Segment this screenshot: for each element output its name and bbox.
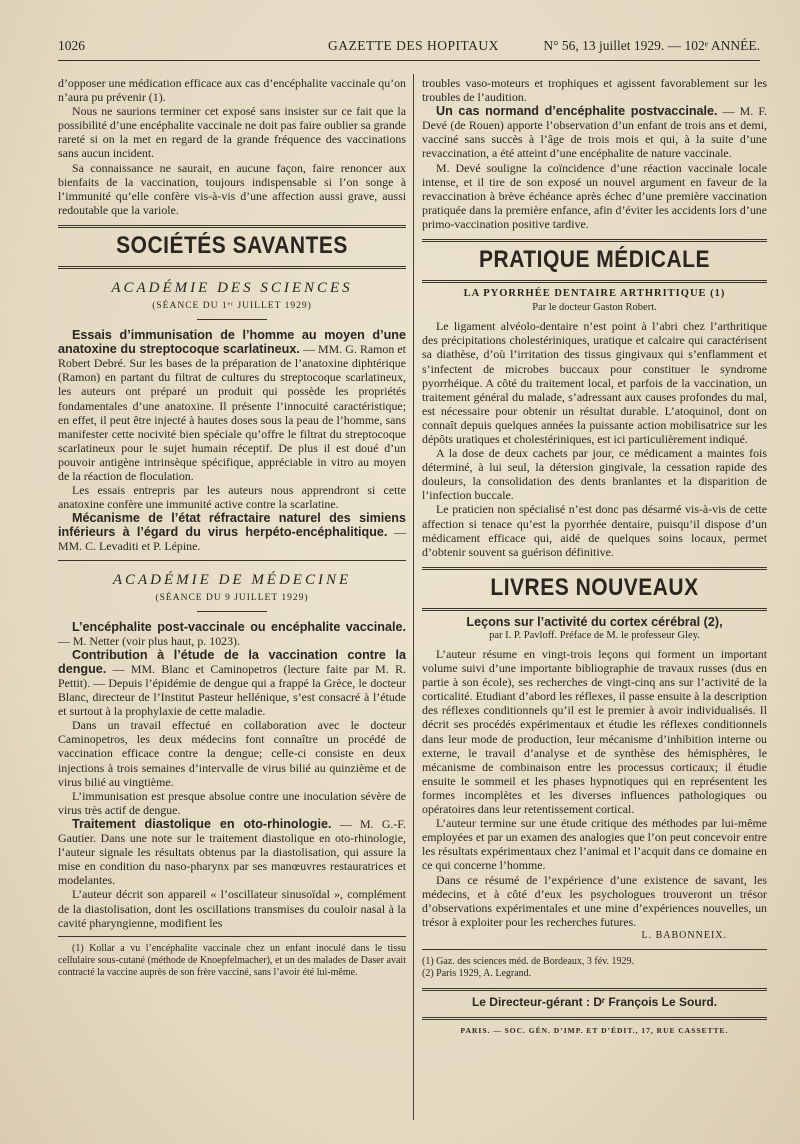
paragraph: L’auteur termine sur une étude critique des méthodes par lui-même employées et par un examen des analogies que l’on peut concevoir entre les résultats expérimentaux chez l’animal et l’acquit dans ce domaine en ce qui concerne l’homme. (422, 816, 767, 873)
academy-heading: ACADÉMIE DE MÉDECINE (112, 571, 352, 588)
divider (197, 319, 267, 320)
section-rule (422, 608, 767, 611)
left-column (58, 76, 406, 979)
issue-info: N° 56, 13 juillet 1929. — 102ᵉ ANNÉE. (543, 38, 760, 53)
article-text: — MM. Blanc et Caminopetros (lecture faite par M. R. Pettit). — Depuis l’épidémie de dengue qui a frappé la Grèce, le docteur Blanc, directeur de l’Institut Pasteur hellénique, s’est consacré à l’étude et surtout à la prophylaxie de cette maladie. (58, 661, 406, 719)
article-authors: — MM. C. Levaditi et P. Lépine. (58, 525, 406, 554)
article-title: Contribution à l’étude de la vaccination contre la dengue. (58, 647, 406, 676)
paragraph: Dans un travail effectué en collaboration avec le docteur Caminopetros, les deux médecins font connaître un procédé de vaccination efficace contre la dengue; celle-ci consiste en deux injections à trois semaines d’intervalle de virus bilié au quinzième et de virus bilié au vingtième. (58, 718, 406, 789)
paragraph: L’auteur résume en vingt-trois leçons qui forment un important volume suivi d’une importante bibliographie de travaux russes (dus en partie à son école), ses recherches de vingt-cinq ans sur l’activité de la corticalité. Etudiant d’abord les réflexes, il passe ensuite à la description des réflexes conditionnels qu’il est le premier à avoir individualisés. Il décrit ses procédés expérimentaux et étudie les réflexes conditionnels dans leur mode de production, leur mécanisme d’inhibition interne ou externe, le travail d’analyse et de synthèse des hémisphères, le mécanisme de combinaison entre les processus corticaux; il étudie ensuite le sommeil et les phases hypnotiques qui en représentent les formes incomplètes et les diverses influences pathologiques ou opératoires dans leur retentissement cortical. (422, 647, 767, 817)
footer-rule (422, 1017, 767, 1020)
section-rule (58, 225, 406, 228)
footer-rule (422, 988, 767, 991)
paragraph: Les essais entrepris par les auteurs nous apprendront si cette anatoxine confère une immunité active contre la scarlatine. (58, 483, 406, 512)
paragraph: M. Devé souligne la coïncidence d’une réaction vaccinale locale intense, et il tire de son exposé un nouvel argument en faveur de la revaccination à brève échéance après échec d’une première vaccination pratiquée dans la première enfance, afin d’éviter les accidents lors d’une primo-vaccination positive tardive. (422, 160, 767, 231)
article-authors: — M. Netter (voir plus haut, p. 1023). (58, 633, 240, 648)
printer-line: PARIS. — SOC. GÉN. D’IMP. ET D’ÉDIT., 17, RUE CASSETTE. (460, 1026, 729, 1036)
section-rule (422, 239, 767, 242)
section-rule (422, 567, 767, 570)
paragraph: troubles vaso-moteurs et trophiques et agissent favorablement sur les troubles de l’audition. (422, 76, 767, 105)
divider (197, 611, 267, 612)
article-heading: LA PYORRHÉE DENTAIRE ARTHRITIQUE (1) (463, 288, 726, 300)
session-date: (SÉANCE DU 9 JUILLET 1929) (155, 592, 309, 603)
footnote-rule (58, 936, 406, 937)
footnote-rule (422, 949, 767, 950)
header-rule (58, 60, 760, 61)
paragraph: Sa connaissance ne saurait, en aucune façon, faire renoncer aux bienfaits de la vaccination, toujours indispensable si l’on songe à l’immunité qu’elle confère vis-à-vis d’une affection aussi grave, aussi redoutable que la variole. (58, 160, 406, 217)
column-divider (413, 74, 414, 1120)
book-title: Leçons sur l’activité du cortex cérébral (2), (466, 614, 723, 629)
divider (58, 560, 406, 561)
session-date: (SÉANCE DU 1ᵉʳ JUILLET 1929) (152, 300, 312, 311)
paragraph: Nous ne saurions terminer cet exposé sans insister sur ce fait que la possibilité d’une encéphalite vaccinale ne doit pas faire oublier sa grande rareté si on la met en regard de la grande fréquence des vaccinations sans aucun incident. (58, 104, 406, 161)
article-title: Mécanisme de l’état réfractaire naturel des simiens inférieurs à l’égard du virus herpéto-encéphalitique. (58, 511, 406, 540)
paragraph: L’immunisation est presque absolue contre une inoculation sévère de virus très actif de dengue. (58, 788, 406, 817)
section-rule (422, 280, 767, 283)
footnote: (2) Paris 1929, A. Legrand. (422, 967, 532, 979)
right-column (422, 76, 767, 1038)
footnote: (1) Kollar a vu l’encéphalite vaccinale chez un enfant inoculé dans le tissu cellulaire sous-cutané (méthode de Knoepfelmacher), et un des malades de Daser avait contracté la vaccine auprès de son frère vacciné, sans l’avoir été lui-même. (58, 942, 406, 978)
paragraph: d’opposer une médication efficace aux cas d’encéphalite vaccinale qu’on n’aura pu prévenir (1). (58, 76, 406, 105)
paragraph: L’auteur décrit son appareil « l’oscillateur sinusoïdal », complément de la diastolisation, dont les oscillations transmises du couloir nasal à la cavité pharyngienne, modifient les (58, 887, 406, 930)
paragraph: Dans ce résumé de l’expérience d’une existence de savant, les médecins, et à côté d’eux les psychologues trouveront un trésor d’observations expérimentales et une mine d’expériences nouvelles, un trésor à exploiter pour les recherches futures. (422, 872, 767, 929)
journal-title: GAZETTE DES HOPITAUX (328, 38, 499, 53)
paragraph: A la dose de deux cachets par jour, ce médicament a maintes fois déterminé, à lui seul, la détersion gingivale, la cessation rapide des douleurs, la consolidation des dents branlantes et la disparition de l’infection buccale. (422, 446, 767, 503)
article-text: Sur les bases de la préparation de l’anatoxine diphtérique (Ramon) en partant du filtrat de cultures du streptocoque scarlatineux, les auteurs ont préparé un produit qui possède les propriétés fondamentales d’une anatoxine. Il présente l’innocuité caractéristique; en effet, il peut être injecté à hautes doses sous la peau de l’homme, sans manifester cette nocivité bien spéciale qu’offre le filtrat du streptocoque scarlatineux pour le sujet humain réceptif. De plus il est doué d’un pouvoir antigène intrinsèque spécifique, appréciable in vitro au moyen de la réaction de floculation. (58, 356, 406, 483)
article-text: — M. G.-F. Gautier. Dans une note sur le traitement diastolique en oto-rhinologie, l’auteur signale les résultats obtenus par la diastolisation, qui assure la mise en condition du naso-pharynx par ses manœuvres restauratrices et modelantes. (58, 816, 406, 888)
paragraph: Le praticien non spécialisé n’est donc pas désarmé vis-à-vis de cette affection si tenace qu’est la pyorrhée dentaire, puisqu’il dispose d’un médicament efficace qui, aidé de quelques soins locaux, permet d’obtenir souvent sa guérison définitive. (422, 502, 767, 559)
article-title: Essais d’immunisation de l’homme au moyen d’une anatoxine du streptocoque scarlatineux. (58, 328, 406, 357)
section-heading: SOCIÉTÉS SAVANTES (116, 232, 348, 259)
section-heading: LIVRES NOUVEAUX (490, 574, 699, 601)
section-rule (58, 266, 406, 269)
book-author: par I. P. Pavloff. Préface de M. le professeur Gley. (489, 629, 700, 641)
page-number: 1026 (58, 38, 85, 53)
article-title: L’encéphalite post-vaccinale ou encéphalite vaccinale. (72, 619, 406, 634)
section-heading: PRATIQUE MÉDICALE (479, 246, 710, 273)
page-header (58, 38, 760, 58)
signature: L. BABONNEIX. (641, 929, 727, 941)
article-text: — M. F. Devé (de Rouen) apporte l’observation d’un enfant de trois ans et demi, vacciné sans succès à l’âge de trois mois et qui, à la suite d’une revaccination, a été atteint d’une encéphalite de nature vaccinale. (422, 104, 767, 161)
director-line: Le Directeur-gérant : Dʳ François Le Sourd. (471, 994, 718, 1009)
article-title: Traitement diastolique en oto-rhinologie. (72, 816, 332, 831)
footnote: (1) Gaz. des sciences méd. de Bordeaux, 3 fév. 1929. (422, 955, 635, 967)
article-title: Un cas normand d’encéphalite postvaccinale. (436, 104, 718, 119)
article-authors: — MM. G. Ramon et Robert Debré. (58, 342, 406, 371)
byline: Par le docteur Gaston Robert. (532, 302, 657, 314)
academy-heading: ACADÉMIE DES SCIENCES (111, 279, 353, 296)
paragraph: Le ligament alvéolo-dentaire n’est point à l’abri chez l’arthritique des précipitations cholestériniques, uratique et calcaire qui caractérisent sa diathèse, d’où l’irritation des tissus gingivaux qui s’enflamment et s’infectent de microbes buccaux pour constituer le syndrome pyorrhéique. A côté du traitement local, et parfois de la vaccination, un traitement général du malade, s’adressant aux causes profondes du mal, est nécessaire pour obtenir un résultat durable. L’atoquinol, dont on connaît depuis quelques années la puissante action mobilisatrice sur les dépôts uratiques et cholestériniques, est ici particulièrement indiqué. (422, 319, 767, 446)
